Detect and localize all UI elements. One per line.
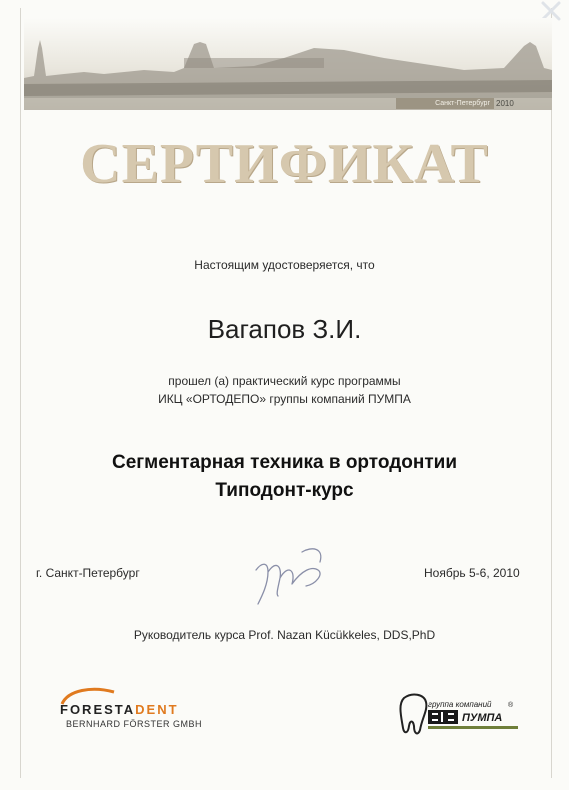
forestadent-wordmark <box>60 702 179 717</box>
tooth-icon <box>398 690 522 738</box>
course-line-2: ИКЦ «ОРТОДЕПО» группы компаний ПУМПА <box>158 392 411 406</box>
intro-text: Настоящим удостоверяется, что <box>194 258 375 272</box>
signature <box>246 540 336 610</box>
pumpa-logo <box>398 690 522 738</box>
subject-line-1: Сегментарная техника в ортодонтии <box>111 452 458 473</box>
subject-line-2: Типодонт-курс <box>215 480 354 501</box>
forestadent-part1: FORESTA <box>60 702 136 717</box>
pumpa-group-label: группа компаний <box>428 700 492 709</box>
pumpa-registered: ® <box>508 702 514 709</box>
course-line-1: прошел (а) практический курс программы <box>168 374 401 388</box>
forestadent-logo <box>58 686 228 730</box>
forestadent-subtitle: BERNHARD FÖRSTER GMBH <box>66 719 203 729</box>
certificate-title: СЕРТИФИКАТ <box>80 133 489 195</box>
saint-petersburg-panorama <box>24 18 552 110</box>
issue-city: г. Санкт-Петербург <box>36 566 140 580</box>
banner-year: 2010 <box>496 99 514 108</box>
pumpa-name: ПУМПА <box>462 712 503 724</box>
issue-date: Ноябрь 5-6, 2010 <box>424 566 520 580</box>
recipient-name: Вагапов З.И. <box>207 314 362 344</box>
course-leader: Руководитель курса Prof. Nazan Kücükkeles, DDS,PhD <box>133 628 436 642</box>
forestadent-part2: DENT <box>135 702 179 717</box>
banner-caption: Санкт-Петербург <box>396 98 494 109</box>
